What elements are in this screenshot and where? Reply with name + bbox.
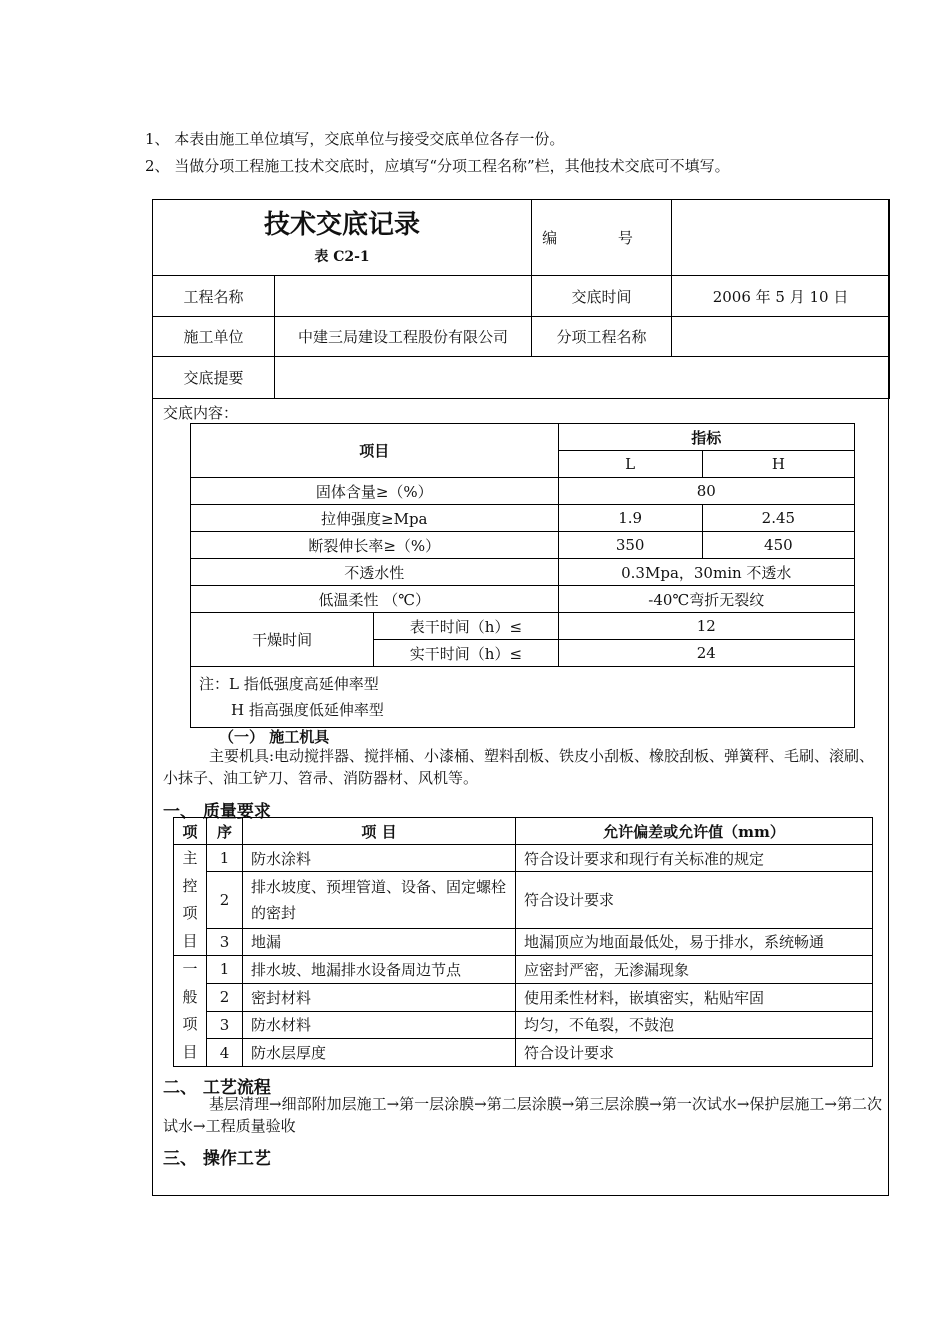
quality-row-req: 符合设计要求和现行有关标准的规定 (516, 845, 873, 872)
quality-row-req: 符合设计要求 (516, 1039, 873, 1067)
number-label: 编 号 (532, 200, 672, 276)
subproject-value[interactable] (672, 317, 890, 357)
spec-row-h: 450 (702, 532, 854, 559)
tools-heading: （一） 施工机具 (219, 728, 330, 746)
quality-row-item: 防水涂料 (243, 845, 516, 872)
dry-time-label: 干燥时间 (191, 613, 374, 667)
title-cell (153, 200, 532, 276)
quality-header-no: 序 (207, 818, 243, 845)
spec-row-name: 不透水性 (191, 559, 559, 586)
spec-row-name: 断裂伸长率≥（%） (191, 532, 559, 559)
quality-heading: 一、 质量要求 (163, 802, 271, 822)
spec-notes (191, 667, 855, 728)
content-label: 交底内容： (163, 404, 239, 422)
quality-row-item: 密封材料 (243, 983, 516, 1011)
quality-row-no: 2 (207, 983, 243, 1011)
spec-row-l: 1.9 (558, 505, 702, 532)
quality-row-no: 3 (207, 1011, 243, 1039)
quality-header-item: 项 目 (243, 818, 516, 845)
project-name-value[interactable] (275, 276, 532, 317)
date-value[interactable]: 2006 年 5 月 10 日 (672, 276, 890, 317)
form-title: 技术交底记录 (264, 209, 421, 240)
process-heading: 二、 工艺流程 (163, 1078, 271, 1098)
spec-item-header: 项目 (191, 424, 559, 478)
quality-row-req: 符合设计要求 (516, 872, 873, 929)
quality-header-category: 项 (174, 818, 207, 845)
quality-header-tolerance: 允许偏差或允许值（mm） (516, 818, 873, 845)
spec-row-h: 2.45 (702, 505, 854, 532)
spec-row-value: -40℃弯折无裂纹 (558, 586, 854, 613)
spec-row-name: 拉伸强度≥Mpa (191, 505, 559, 532)
contractor-label: 施工单位 (153, 317, 275, 357)
surface-dry-value: 12 (558, 613, 854, 640)
summary-label: 交底提要 (153, 357, 275, 399)
quality-row-item: 排水坡度、预埋管道、设备、固定螺栓的密封 (243, 872, 516, 929)
surface-dry-label: 表干时间（h）≤ (374, 613, 558, 640)
spec-index-header: 指标 (558, 424, 854, 451)
instruction-note-2: 2、 当做分项工程施工技术交底时，应填写“分项工程名称”栏，其他技术交底可不填写。 (145, 157, 730, 175)
quality-row-req: 地漏顶应为地面最低处，易于排水，系统畅通 (516, 928, 873, 955)
quality-row-req: 应密封严密，无渗漏现象 (516, 956, 873, 984)
spec-note-2: H 指高强度低延伸率型 (231, 701, 384, 719)
quality-row-no: 4 (207, 1039, 243, 1067)
date-label: 交底时间 (532, 276, 672, 317)
quality-table (173, 817, 873, 1067)
quality-row-no: 2 (207, 872, 243, 929)
spec-col-h: H (702, 451, 854, 478)
main-control-label: 主 控 项 目 (174, 845, 207, 956)
number-value[interactable] (672, 200, 890, 276)
quality-row-req: 使用柔性材料，嵌填密实，粘贴牢固 (516, 983, 873, 1011)
record-form (152, 199, 889, 1196)
spec-row-value: 80 (558, 478, 854, 505)
quality-row-item: 地漏 (243, 928, 516, 955)
quality-row-no: 1 (207, 956, 243, 984)
quality-row-no: 1 (207, 845, 243, 872)
form-number: 表 C2-1 (314, 248, 370, 265)
instruction-note-1: 1、 本表由施工单位填写，交底单位与接受交底单位各存一份。 (145, 130, 565, 148)
quality-row-item: 防水材料 (243, 1011, 516, 1039)
project-name-label: 工程名称 (153, 276, 275, 317)
summary-value[interactable] (275, 357, 890, 399)
operation-heading: 三、 操作工艺 (163, 1149, 271, 1169)
quality-row-item: 排水坡、地漏排水设备周边节点 (243, 956, 516, 984)
spec-table (190, 423, 855, 728)
quality-row-req: 均匀，不龟裂，不鼓泡 (516, 1011, 873, 1039)
spec-row-l: 350 (558, 532, 702, 559)
quality-row-item: 防水层厚度 (243, 1039, 516, 1067)
quality-row-no: 3 (207, 928, 243, 955)
full-dry-label: 实干时间（h）≤ (374, 640, 558, 667)
process-text: 基层清理→细部附加层施工→第一层涂膜→第二层涂膜→第三层涂膜→第一次试水→保护层施工→第二次试水→工程质量验收 (163, 1095, 882, 1135)
subproject-label: 分项工程名称 (532, 317, 672, 357)
full-dry-value: 24 (558, 640, 854, 667)
spec-row-value: 0.3Mpa，30min 不透水 (558, 559, 854, 586)
spec-note-1: 注：L 指低强度高延伸率型 (199, 675, 379, 693)
spec-col-l: L (558, 451, 702, 478)
tools-text: 主要机具:电动搅拌器、搅拌桶、小漆桶、塑料刮板、铁皮小刮板、橡胶刮板、弹簧秤、毛刷、滚刷、小抹子、油工铲刀、笤帚、消防器材、风机等。 (163, 747, 875, 787)
header-table (152, 199, 890, 399)
spec-row-name: 低温柔性 （℃） (191, 586, 559, 613)
general-item-label: 一 般 项 目 (174, 956, 207, 1067)
spec-row-name: 固体含量≥（%） (191, 478, 559, 505)
contractor-value[interactable]: 中建三局建设工程股份有限公司 (275, 317, 532, 357)
